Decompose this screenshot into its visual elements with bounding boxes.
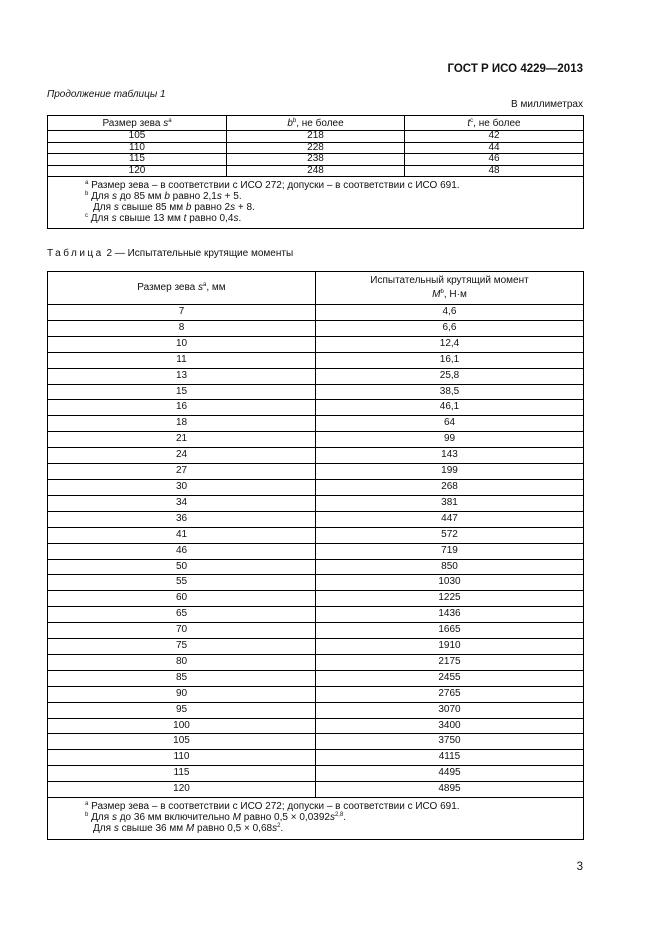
table1-cell: 218 [227,131,405,143]
table2-cell: 18 [48,416,316,432]
table2-row [48,352,584,368]
table2-row [48,686,584,702]
table2-row [48,575,584,591]
table2-cell: 65 [48,607,316,623]
table2-row [48,384,584,400]
table2-row [48,336,584,352]
table2-cell: 11 [48,352,316,368]
table2-note-b2: Для s свыше 36 мм M равно $0,5 \times 0,68s^2$. [93,823,284,835]
table2-cell: 199 [316,464,584,480]
table2-row [48,479,584,495]
table2-row [48,559,584,575]
table1-note-c: $^c$ Для s свыше 13 мм t равно 0,4s. [85,213,242,224]
table2-row [48,464,584,480]
table2-cell: 143 [316,448,584,464]
table2-header-row [48,272,584,305]
table1-cell: 110 [48,142,227,154]
table2-row [48,734,584,750]
page-number: 3 [576,861,583,873]
table2-caption: Таблица 2 — Испытательные крутящие моменты [47,248,294,259]
table2-cell: 16,1 [316,352,584,368]
table2-cell: 2175 [316,654,584,670]
table2-row [48,782,584,798]
table2-cell: 27 [48,464,316,480]
table1-col-size: Размер зева $s^a$ [48,116,227,131]
table1-notes-row [48,177,584,229]
table2-cell: 99 [316,432,584,448]
table2-cell: 75 [48,639,316,655]
table1-cell: 44 [405,142,584,154]
table2-cell: 60 [48,591,316,607]
table2-cell: 85 [48,670,316,686]
table2-row [48,607,584,623]
table2-cell: 80 [48,654,316,670]
table2-cell: 34 [48,495,316,511]
table1-cell: 46 [405,154,584,166]
table1-row [48,131,584,143]
table1 [47,115,584,229]
table2-row [48,639,584,655]
table2-cell: 381 [316,495,584,511]
table2-cell: 2455 [316,670,584,686]
table2-row [48,400,584,416]
table2-cell: 55 [48,575,316,591]
table2-cell: 46 [48,543,316,559]
table1-cell: 115 [48,154,227,166]
table2-row [48,416,584,432]
table2-row [48,432,584,448]
table2-note-a: $^a$ Размер зева – в соответствии с ИСО 272; допуски – в соответствии с ИСО 691. [85,801,460,813]
table2-cell: 8 [48,320,316,336]
table2-cell: 115 [48,766,316,782]
table2-cell: 36 [48,511,316,527]
table2-row [48,718,584,734]
table1-col-b: $b^b$, не более [227,116,405,131]
table1-cell: 42 [405,131,584,143]
table2-cell: 4,6 [316,305,584,321]
table2-cell: 105 [48,734,316,750]
table2-row [48,670,584,686]
table2-row [48,654,584,670]
table2-cell: 38,5 [316,384,584,400]
table2-cell: 3750 [316,734,584,750]
document-designation: ГОСТ Р ИСО 4229—2013 [447,63,583,75]
table1-cell: 248 [227,165,405,177]
table2-cell: 30 [48,479,316,495]
table2-row [48,623,584,639]
table1-cell: 105 [48,131,227,143]
table2-cell: 46,1 [316,400,584,416]
table1-cell: 120 [48,165,227,177]
table2-cell: 4895 [316,782,584,798]
table2-row [48,495,584,511]
table2-cell: 4495 [316,766,584,782]
table1-note-b1: $^b$ Для s до 85 мм b равно 2,1s + 5. [85,191,242,202]
table2-cell: 95 [48,702,316,718]
table2-cell: 1436 [316,607,584,623]
table1-units: В миллиметрах [511,99,583,110]
table2-cell: 12,4 [316,336,584,352]
table2-row [48,527,584,543]
table2-cell: 90 [48,686,316,702]
table1-note-a: $^a$ Размер зева – в соответствии с ИСО 272; допуски – в соответствии с ИСО 691. [85,180,460,191]
table2-row [48,305,584,321]
table2-cell: 100 [48,718,316,734]
table2-cell: 1225 [316,591,584,607]
table2-note-b1: $^b$ Для s до 36 мм включительно M равно $0,5 \times 0,0392s^{2,8}$. [85,812,347,824]
table2-cell: 850 [316,559,584,575]
table1-continuation-label: Продолжение таблицы 1 [47,89,166,100]
table2-cell: 3070 [316,702,584,718]
table2-row [48,750,584,766]
table2-cell: 1030 [316,575,584,591]
table1-row [48,154,584,166]
table2-cell: 719 [316,543,584,559]
table2-notes [48,798,584,840]
table2-cell: 64 [316,416,584,432]
table2-notes-row [48,798,584,840]
table2-cell: 572 [316,527,584,543]
table2-cell: 110 [48,750,316,766]
table2-cell: 21 [48,432,316,448]
table2-cell: 15 [48,384,316,400]
table1-cell: 238 [227,154,405,166]
table2-row [48,543,584,559]
table2-cell: 1665 [316,623,584,639]
table1-notes [48,177,584,229]
table1-row [48,142,584,154]
table2-row [48,320,584,336]
table1-note-b2: Для s свыше 85 мм b равно 2s + 8. [93,202,255,213]
table2-row [48,766,584,782]
table2-cell: 1910 [316,639,584,655]
table2-cell: 268 [316,479,584,495]
table2-row [48,368,584,384]
table2-row [48,702,584,718]
table2-cell: 10 [48,336,316,352]
table2-row [48,511,584,527]
table1-col-t: $t^c$, не более [405,116,584,131]
table2-cell: 24 [48,448,316,464]
table1-row [48,165,584,177]
table2-cell: 3400 [316,718,584,734]
table1-cell: 48 [405,165,584,177]
table2-col-size: Размер зева $s^a$, мм [48,272,316,305]
table2-cell: 120 [48,782,316,798]
table2-cell: 447 [316,511,584,527]
table2-row [48,591,584,607]
table2-cell: 2765 [316,686,584,702]
table2-cell: 6,6 [316,320,584,336]
table2-col-torque: Испытательный крутящий момент $M^b$, Н·м [316,272,584,305]
table1-cell: 228 [227,142,405,154]
table2-cell: 4115 [316,750,584,766]
table2-row [48,448,584,464]
table2-cell: 7 [48,305,316,321]
table2-cell: 16 [48,400,316,416]
table2 [47,271,584,840]
table2-cell: 25,8 [316,368,584,384]
table2-cell: 13 [48,368,316,384]
table1-header-row [48,116,584,131]
table2-cell: 41 [48,527,316,543]
table2-cell: 70 [48,623,316,639]
table2-cell: 50 [48,559,316,575]
